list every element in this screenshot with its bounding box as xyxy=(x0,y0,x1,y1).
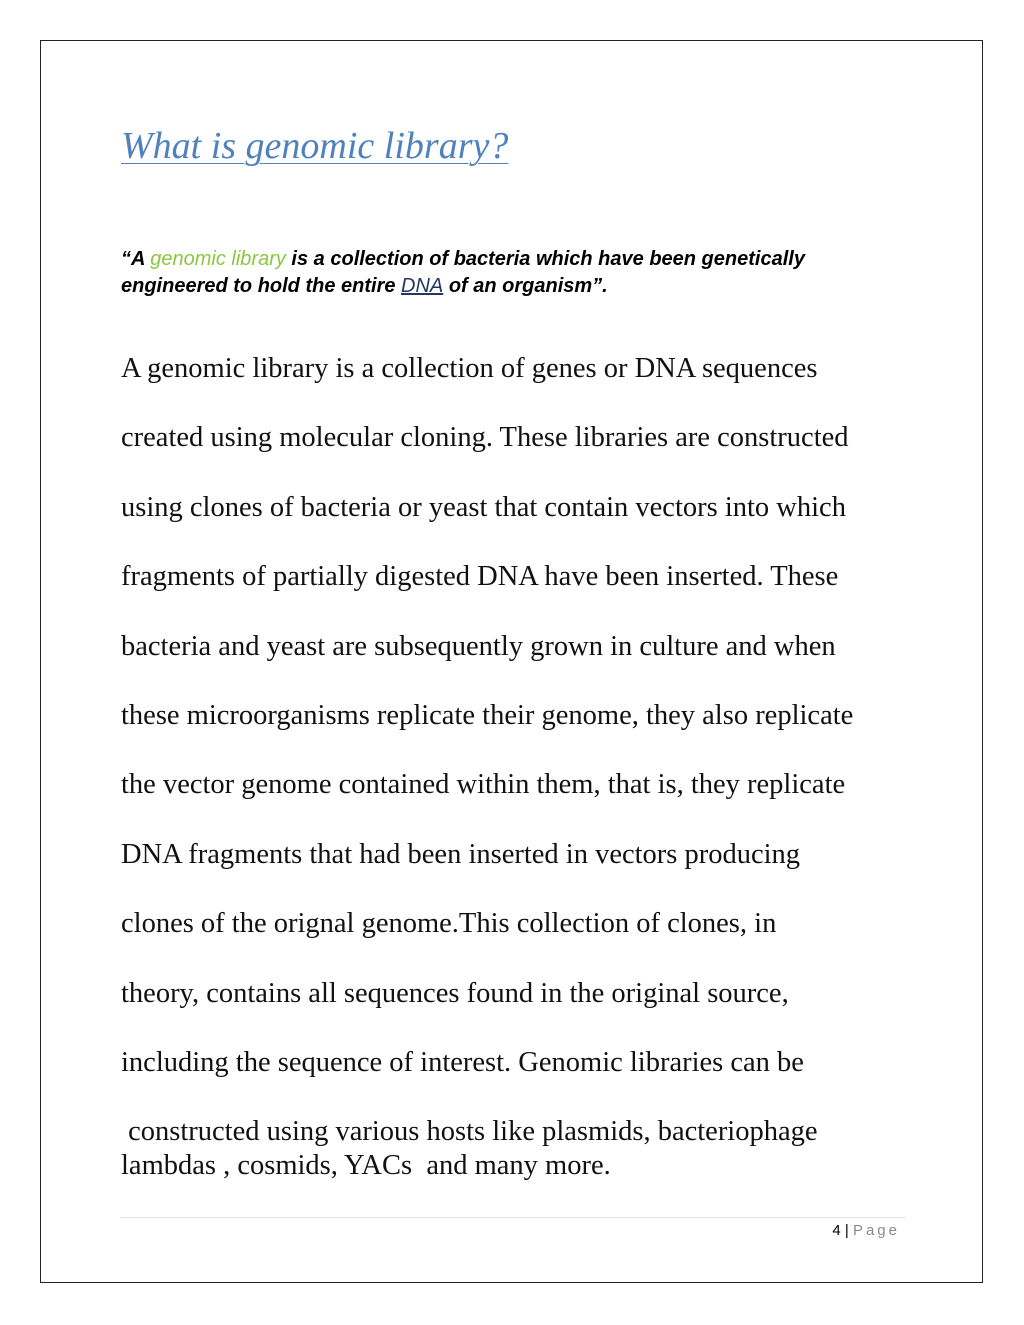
dna-link[interactable]: DNA xyxy=(401,275,444,297)
body-line: lambdas , cosmids, YACs and many more. xyxy=(121,1150,611,1181)
body-line: using clones of bacteria or yeast that contain vectors into which xyxy=(121,492,846,523)
body-line: A genomic library is a collection of genes or DNA sequences xyxy=(121,353,818,384)
body-line: theory, contains all sequences found in the original source, xyxy=(121,978,789,1009)
body-line: including the sequence of interest. Genomic libraries can be xyxy=(121,1047,804,1078)
body-line: fragments of partially digested DNA have been inserted. These xyxy=(121,561,839,592)
body-line: created using molecular cloning. These libraries are constructed xyxy=(121,422,849,453)
page-number: 4 xyxy=(832,1222,841,1239)
footer-separator: | xyxy=(844,1222,849,1239)
body-line: these microorganisms replicate their genome, they also replicate xyxy=(121,700,854,731)
quote-middle: is a collection of bacteria which have been genetically engineered to hold the entire xyxy=(121,248,805,297)
body-line: clones of the orignal genome.This collection of clones, in xyxy=(121,908,777,939)
page-title: What is genomic library? xyxy=(121,125,509,167)
quote-term: genomic library xyxy=(150,248,286,270)
definition-quote xyxy=(121,246,881,300)
body-line: the vector genome contained within them, that is, they replicate xyxy=(121,769,846,800)
page-footer xyxy=(700,1220,900,1242)
body-line: constructed using various hosts like plasmids, bacteriophage xyxy=(121,1116,818,1147)
footer-divider xyxy=(120,1217,906,1218)
body-line: DNA fragments that had been inserted in vectors producing xyxy=(121,839,801,870)
quote-open: “A xyxy=(121,248,151,270)
body-line: bacteria and yeast are subsequently grown in culture and when xyxy=(121,631,836,662)
page-label: Page xyxy=(852,1222,900,1239)
quote-close: of an organism”. xyxy=(443,275,608,297)
